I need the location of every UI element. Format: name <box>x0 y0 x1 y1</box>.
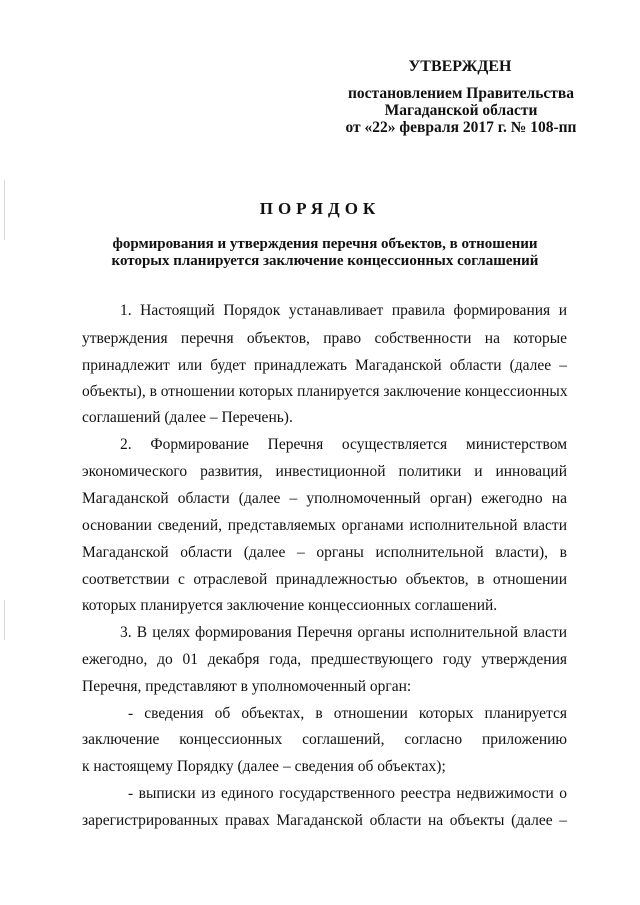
scan-margin-mark <box>4 600 5 640</box>
document-subtitle-line-2: которых планируется заключение концессионных соглашений <box>111 253 539 269</box>
body-line: Магаданской области (далее – уполномоченный орган) ежегодно на <box>82 490 567 507</box>
body-line: - выписки из единого государственного реестра недвижимости о <box>128 785 567 802</box>
approval-line-3: от «22» февраля 2017 г. № 108-пп <box>345 119 577 136</box>
approval-line-2: Магаданской области <box>384 102 538 119</box>
body-line: 3. В целях формирования Перечня органы исполнительной власти <box>120 624 567 641</box>
document-subtitle-line-1: формирования и утверждения перечня объектов, в отношении <box>112 236 538 252</box>
document-title: ПОРЯДОК <box>259 199 381 218</box>
body-line: утверждения перечня объектов, право собственности на которые <box>82 330 567 347</box>
body-line: ежегодно, до 01 декабря года, предшествующего году утверждения <box>82 651 567 668</box>
body-line: 2. Формирование Перечня осуществляется министерством <box>120 436 567 453</box>
body-line: основании сведений, представляемых органами исполнительной власти <box>82 517 567 534</box>
body-line: Магаданской области (далее – органы исполнительной власти), в <box>82 544 567 561</box>
body-line: соответствии с отраслевой принадлежностью объектов, в отношении <box>82 571 567 588</box>
scan-margin-mark <box>4 180 5 240</box>
body-line: заключение концессионных соглашений, согласно приложению <box>82 731 567 748</box>
body-line: - сведения об объектах, в отношении которых планируется <box>128 705 567 722</box>
body-line: соглашений (далее – Перечень). <box>82 409 293 426</box>
body-line: Перечня, представляют в уполномоченный орган: <box>82 678 412 695</box>
body-line: к настоящему Порядку (далее – сведения об объектах); <box>82 758 446 775</box>
body-line: зарегистрированных правах Магаданской области на объекты (далее – <box>82 812 567 829</box>
body-line: 1. Настоящий Порядок устанавливает правила формирования и <box>120 302 567 319</box>
body-line: принадлежит или будет принадлежать Магаданской области (далее – <box>82 357 567 374</box>
approval-heading: УТВЕРЖДЕН <box>408 58 512 75</box>
body-line: которых планируется заключение концессионных соглашений. <box>82 597 498 614</box>
approval-line-1: постановлением Правительства <box>347 85 575 102</box>
body-line: экономического развития, инвестиционной политики и инноваций <box>82 463 567 480</box>
body-line: объекты), в отношении которых планируется заключение концессионных <box>82 383 568 400</box>
